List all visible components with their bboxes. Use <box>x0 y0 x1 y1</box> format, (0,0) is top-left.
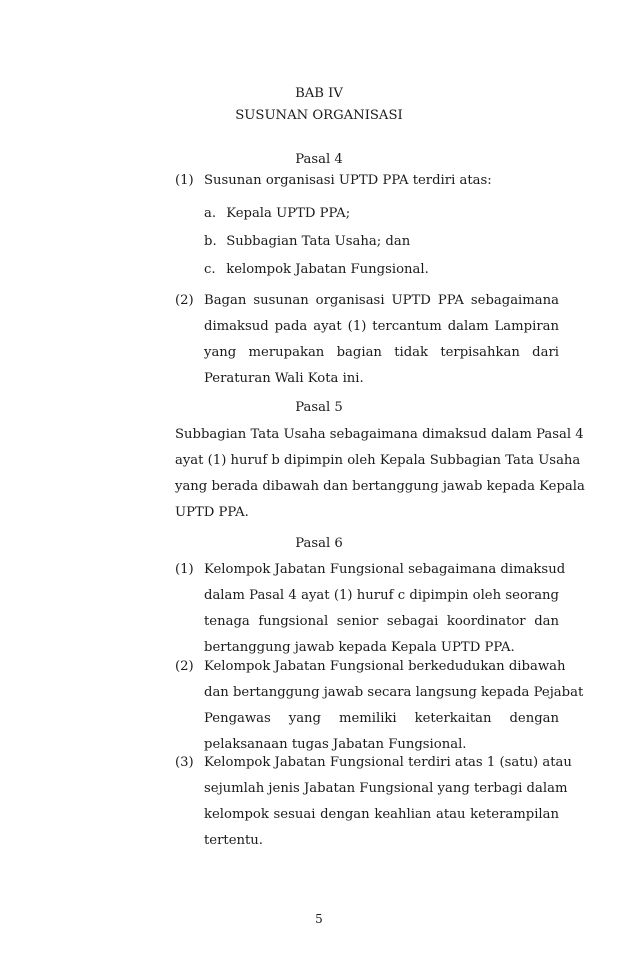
pasal-6-ayat-1-text: Kelompok Jabatan Fungsional sebagaimana dimaksud dalam Pasal 4 ayat (1) huruf c dipimpin oleh seorang tenaga fungsional senior sebagai koordinator dan bertanggung jawab kepada Kepala UPTD PPA. <box>204 562 566 655</box>
pasal-4-ayat-1-text: Susunan organisasi UPTD PPA terdiri atas: <box>204 173 492 188</box>
pasal-6-ayat-2-text: Kelompok Jabatan Fungsional berkedudukan dibawah dan bertanggung jawab secara langsung kepada Pejabat Pengawas yang memiliki keterkaitan dengan pelaksanaan tugas Jabatan Fungsional. <box>204 659 584 752</box>
pasal-4-heading: Pasal 4 <box>295 152 343 167</box>
pasal-5-text: Subbagian Tata Usaha sebagaimana dimaksud dalam Pasal 4 ayat (1) huruf b dipimpin oleh Kepala Subbagian Tata Usaha yang berada dibawah dan bertanggung jawab kepada Kepala UPTD PPA. <box>175 427 585 520</box>
pasal-4-ayat-2-text: Bagan susunan organisasi UPTD PPA sebagaimana dimaksud pada ayat (1) tercantum dalam Lampiran yang merupakan bagian tidak terpisahkan dari Peraturan Wali Kota ini. <box>204 293 559 386</box>
chapter-label: BAB IV <box>295 86 343 101</box>
chapter-title: SUSUNAN ORGANISASI <box>235 108 403 123</box>
pasal-6-ayat-3-number: (3) <box>175 755 194 770</box>
pasal-4-item-b: b. Subbagian Tata Usaha; dan <box>204 234 411 249</box>
pasal-6-heading: Pasal 6 <box>295 536 343 551</box>
pasal-4-item-c: c. kelompok Jabatan Fungsional. <box>204 262 429 277</box>
page-number: 5 <box>315 912 323 926</box>
pasal-4-ayat-2-number: (2) <box>175 293 194 308</box>
pasal-4-item-a: a. Kepala UPTD PPA; <box>204 206 351 221</box>
pasal-4-ayat-1-number: (1) <box>175 173 194 188</box>
pasal-6-ayat-3-text: Kelompok Jabatan Fungsional terdiri atas 1 (satu) atau sejumlah jenis Jabatan Fungsional yang terbagi dalam kelompok sesuai dengan keahlian atau keterampilan tertentu. <box>204 755 572 848</box>
pasal-5-heading: Pasal 5 <box>295 400 343 415</box>
pasal-6-ayat-2-number: (2) <box>175 659 194 674</box>
pasal-6-ayat-1-number: (1) <box>175 562 194 577</box>
